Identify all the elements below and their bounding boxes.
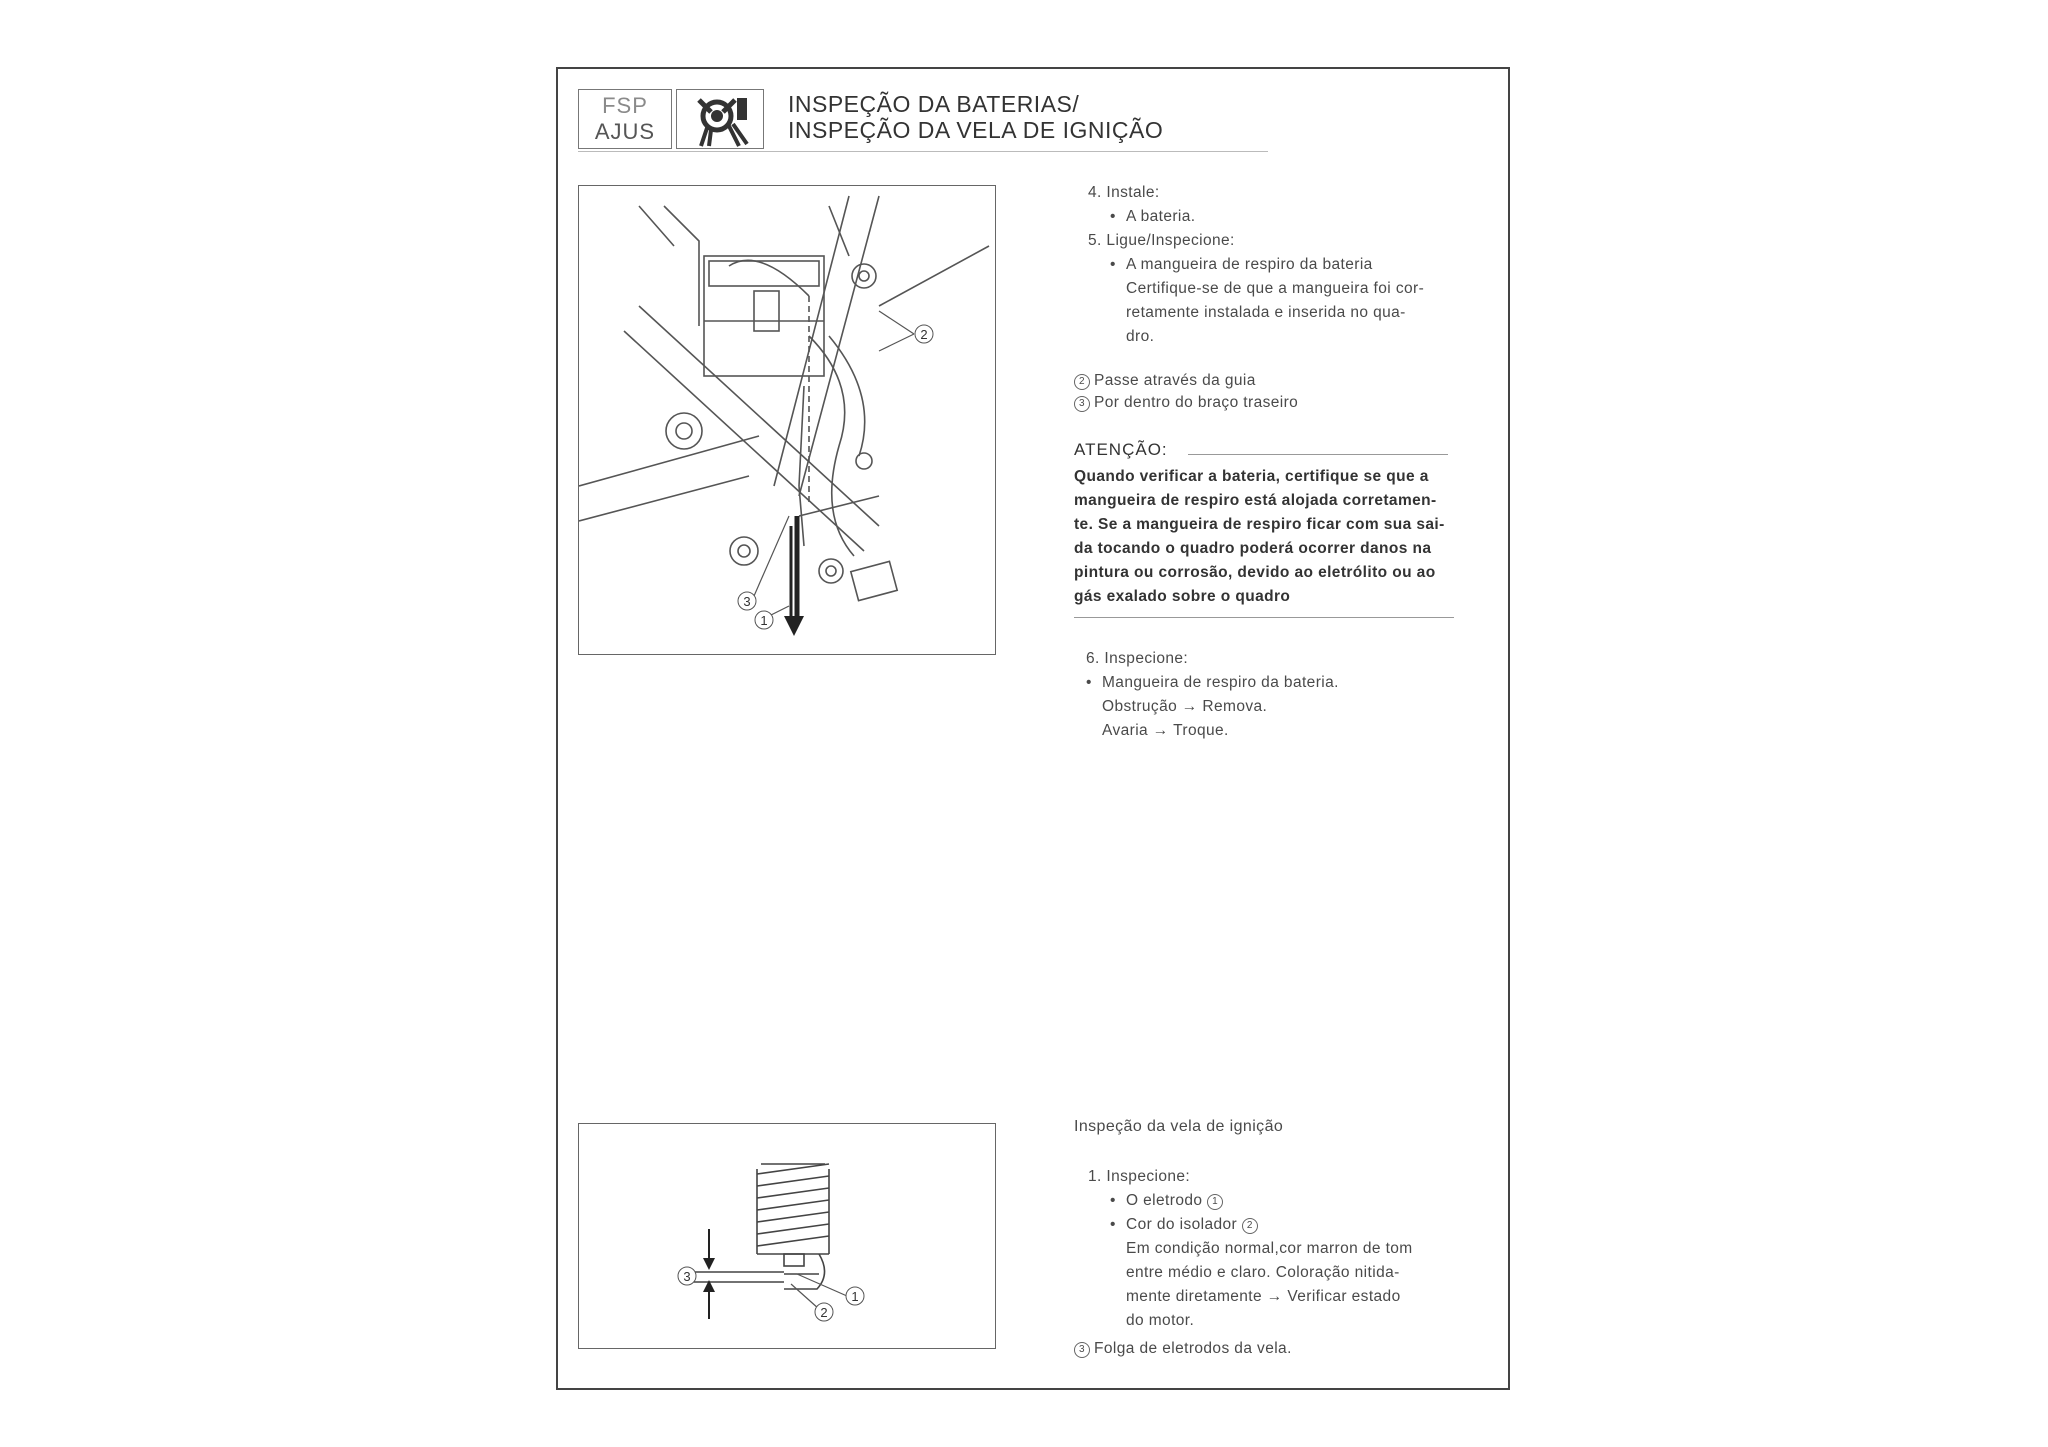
- spark-step-1: 1. Inspecione:: [1088, 1168, 1191, 1185]
- header-divider: [578, 151, 1268, 152]
- step-6: 6. Inspecione:: [1086, 650, 1189, 667]
- step-5: 5. Ligue/Inspecione:: [1088, 232, 1235, 249]
- spark-heading: Inspeção da vela de ignição: [1074, 1118, 1284, 1135]
- step-4: 4. Instale:: [1088, 184, 1160, 201]
- legend-item-2: 2 Passe através da guia: [1074, 369, 1256, 393]
- figure-callout-3: 3: [743, 594, 751, 609]
- warning-bottom-rule: [1074, 617, 1454, 618]
- spark-plug-figure: [578, 1123, 996, 1349]
- legend-item-3: 3 Por dentro do braço traseiro: [1074, 391, 1298, 415]
- badge-line2: AJUS: [594, 119, 656, 144]
- figure-callout-2: 2: [920, 327, 928, 342]
- step-6-item: • Mangueira de respiro da bateria. Obstrução → Remova. Avaria → Troque.: [1086, 674, 1339, 739]
- section-badge: [578, 89, 672, 149]
- warning-title: ATENÇÃO:: [1074, 440, 1168, 459]
- page-title: INSPEÇÃO DA BATERIAS/ INSPEÇÃO DA VELA DE IGNIÇÃO: [788, 91, 1164, 143]
- wrench-and-screwdriver-icon: [676, 89, 764, 149]
- step-5-item: • A mangueira de respiro da bateria Certifique-se de que a mangueira foi cor- retamente instalada e inserida no qua- dro.: [1110, 256, 1425, 345]
- figure-callout-1: 1: [760, 613, 768, 628]
- manual-page: [556, 67, 1510, 1390]
- spark-legend-3: 3 Folga de eletrodos da vela.: [1074, 1337, 1292, 1361]
- badge-line1: FSP: [602, 93, 648, 118]
- plug-callout-1: 1: [851, 1289, 859, 1304]
- step-4-item: • A bateria.: [1110, 208, 1196, 225]
- plug-callout-3: 3: [683, 1269, 691, 1284]
- plug-callout-2: 2: [820, 1305, 828, 1320]
- spark-item-2: • Cor do isolador 2 Em condição normal,cor marron de tom entre médio e claro. Coloração nitida- mente diretamente → Verificar estado do motor.: [1110, 1216, 1413, 1329]
- warning-title-rule: [1188, 454, 1448, 455]
- spark-item-1: • O eletrodo 1: [1110, 1189, 1227, 1213]
- battery-hose-figure: [578, 185, 996, 655]
- warning-text: Quando verificar a bateria, certifique se que a mangueira de respiro está alojada corretamen- te. Se a mangueira de respiro ficar com sua sai- da tocando o quadro poderá ocorrer danos na pintura ou corrosão, devido ao eletrólito ou ao gás exalado sobre o quadro: [1074, 468, 1445, 605]
